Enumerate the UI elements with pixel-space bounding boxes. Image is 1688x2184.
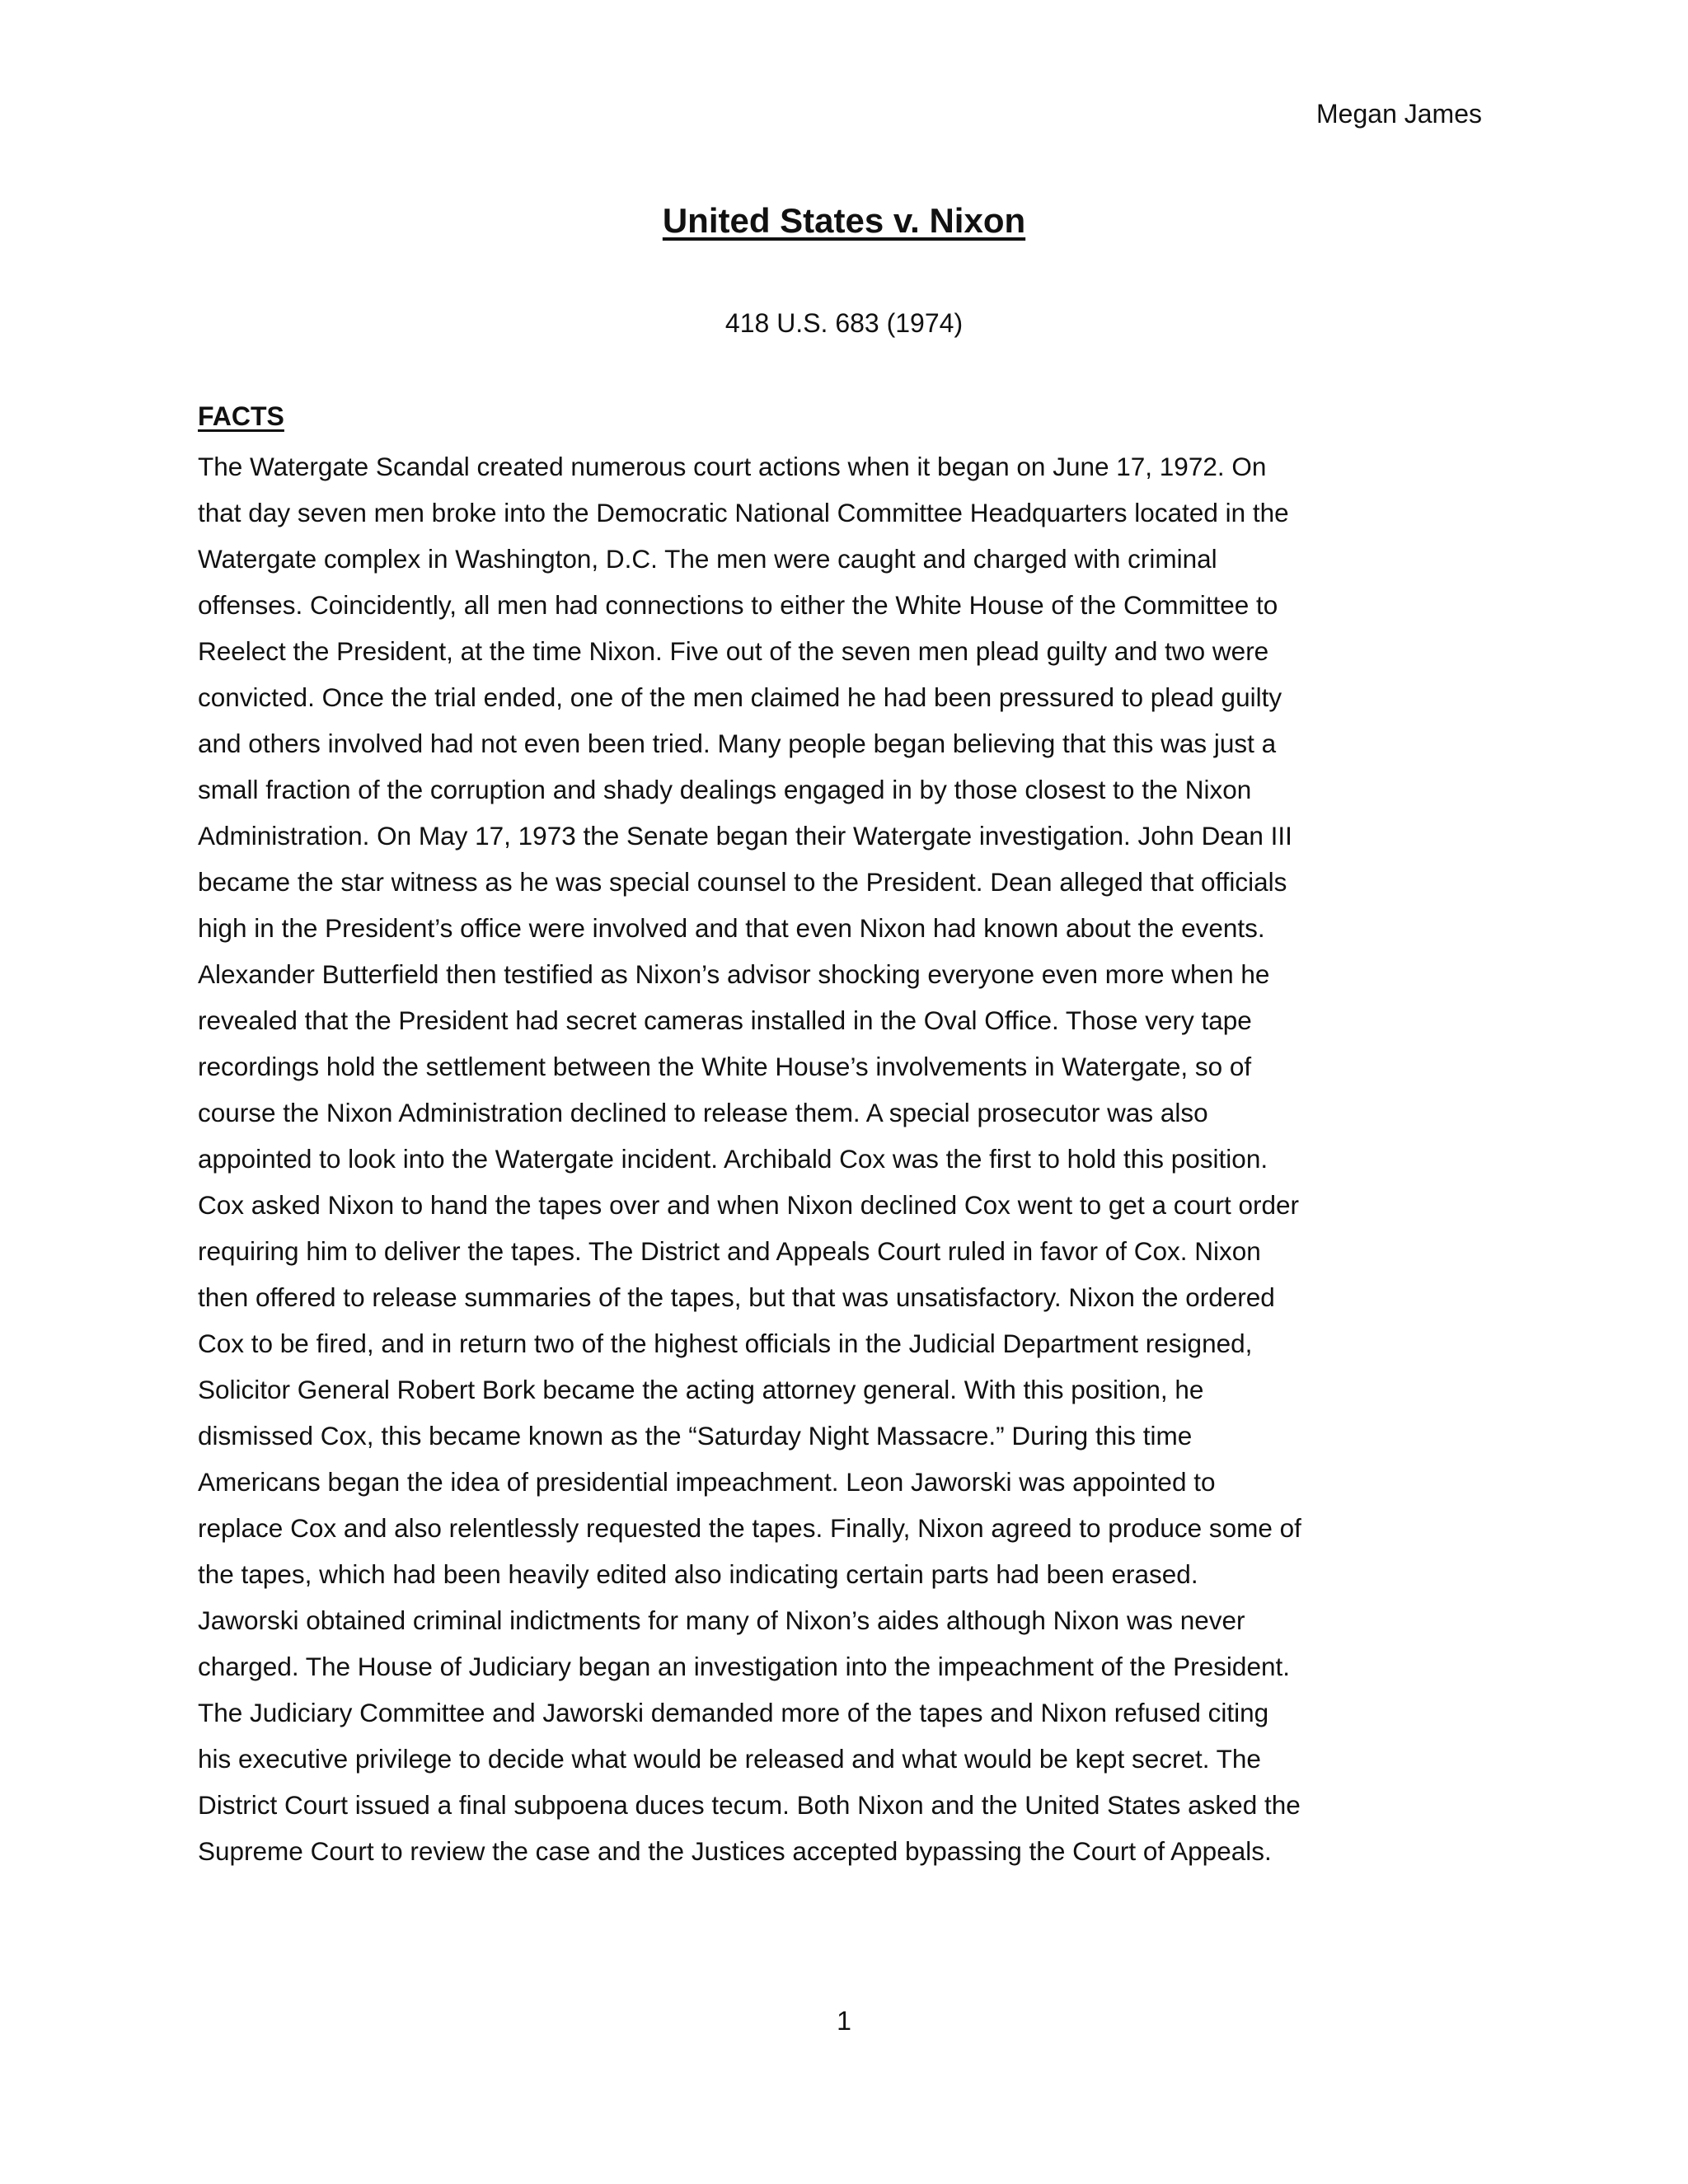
paragraph-line: offenses. Coincidently, all men had connections to either the White House of the Committee to bbox=[198, 590, 1278, 620]
paragraph-line: Watergate complex in Washington, D.C. The men were caught and charged with criminal bbox=[198, 544, 1217, 574]
paragraph-line: replace Cox and also relentlessly requested the tapes. Finally, Nixon agreed to produce some of bbox=[198, 1513, 1301, 1543]
paragraph-line: that day seven men broke into the Democratic National Committee Headquarters located in the bbox=[198, 498, 1289, 527]
document-title: United States v. Nixon bbox=[662, 201, 1026, 240]
paragraph-line: Solicitor General Robert Bork became the acting attorney general. With this position, he bbox=[198, 1375, 1204, 1404]
paragraph-line: Americans began the idea of presidential impeachment. Leon Jaworski was appointed to bbox=[198, 1467, 1216, 1497]
paragraph-line: dismissed Cox, this became known as the “Saturday Night Massacre.” During this time bbox=[198, 1421, 1193, 1451]
paragraph-line: Supreme Court to review the case and the Justices accepted bypassing the Court of Appeals. bbox=[198, 1836, 1272, 1866]
paragraph-line: requiring him to deliver the tapes. The District and Appeals Court ruled in favor of Cox. Nixon bbox=[198, 1236, 1261, 1266]
paragraph-line: course the Nixon Administration declined to release them. A special prosecutor was also bbox=[198, 1098, 1208, 1127]
case-citation: 418 U.S. 683 (1974) bbox=[724, 308, 964, 338]
paragraph-line: Administration. On May 17, 1973 the Senate began their Watergate investigation. John Dean III bbox=[198, 821, 1292, 851]
paragraph-line: Cox asked Nixon to hand the tapes over and when Nixon declined Cox went to get a court order bbox=[198, 1190, 1300, 1220]
paragraph-line: revealed that the President had secret cameras installed in the Oval Office. Those very tape bbox=[198, 1005, 1252, 1035]
paragraph-line: Jaworski obtained criminal indictments for many of Nixon’s aides although Nixon was never bbox=[198, 1605, 1245, 1635]
paragraph-line: Reelect the President, at the time Nixon. Five out of the seven men plead guilty and two were bbox=[198, 636, 1269, 666]
facts-paragraph bbox=[198, 443, 1500, 1874]
paragraph-line: and others involved had not even been tried. Many people began believing that this was just a bbox=[198, 729, 1277, 758]
paragraph-line: the tapes, which had been heavily edited also indicating certain parts had been erased. bbox=[198, 1559, 1198, 1589]
paragraph-line: District Court issued a final subpoena duces tecum. Both Nixon and the United States asked the bbox=[198, 1790, 1301, 1820]
page-number: 1 bbox=[837, 2006, 851, 2036]
paragraph-line: Alexander Butterfield then testified as Nixon’s advisor shocking everyone even more when he bbox=[198, 959, 1270, 989]
paragraph-line: then offered to release summaries of the tapes, but that was unsatisfactory. Nixon the ordered bbox=[198, 1282, 1275, 1312]
paragraph-line: small fraction of the corruption and shady dealings engaged in by those closest to the Nixon bbox=[198, 775, 1252, 804]
paragraph-line: his executive privilege to decide what would be released and what would be kept secret. The bbox=[198, 1744, 1261, 1774]
paragraph-line: Cox to be fired, and in return two of the highest officials in the Judicial Department resigned, bbox=[198, 1329, 1253, 1358]
paragraph-line: high in the President’s office were involved and that even Nixon had known about the events. bbox=[198, 913, 1265, 943]
paragraph-line: recordings hold the settlement between the White House’s involvements in Watergate, so of bbox=[198, 1052, 1252, 1081]
paragraph-line: appointed to look into the Watergate incident. Archibald Cox was the first to hold this position. bbox=[198, 1144, 1268, 1174]
paragraph-line: became the star witness as he was special counsel to the President. Dean alleged that officials bbox=[198, 867, 1287, 897]
paragraph-line: The Judiciary Committee and Jaworski demanded more of the tapes and Nixon refused citing bbox=[198, 1698, 1269, 1727]
facts-heading: FACTS bbox=[198, 401, 284, 431]
author-name: Megan James bbox=[1316, 99, 1482, 129]
paragraph-line: charged. The House of Judiciary began an investigation into the impeachment of the President. bbox=[198, 1652, 1290, 1681]
paragraph-line: The Watergate Scandal created numerous court actions when it began on June 17, 1972. On bbox=[198, 452, 1267, 481]
paragraph-line: convicted. Once the trial ended, one of the men claimed he had been pressured to plead guilty bbox=[198, 682, 1282, 712]
